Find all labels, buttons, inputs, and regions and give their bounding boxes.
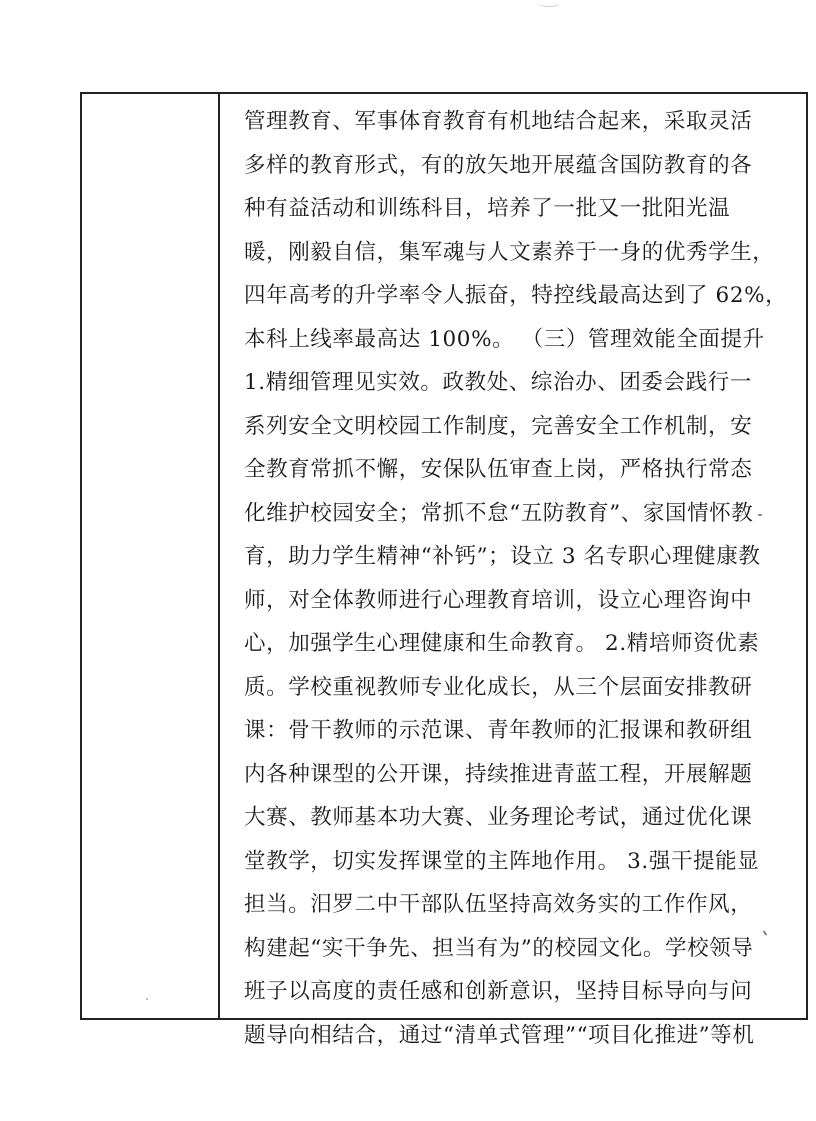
content-cell	[220, 94, 806, 1048]
scan-artifact	[538, 0, 560, 7]
text-line: 1.精细管理见实效。政教处、综治办、团委会践行一	[244, 370, 752, 395]
text-line: 管理教育、军事体育教育有机地结合起来，采取灵活	[244, 109, 753, 134]
text-line: 大赛、教师基本功大赛、业务理论考试，通过优化课	[244, 805, 753, 830]
scan-speck	[146, 998, 148, 1000]
text-line: 本科上线率最高达 100%。 （三）管理效能全面提升	[244, 326, 765, 352]
text-line: 担当。汨罗二中干部队伍坚持高效务实的工作作风，	[244, 892, 753, 917]
text-line: 种有益活动和训练科目，培养了一批又一批阳光温	[244, 196, 731, 221]
text-line: 内各种课型的公开课，持续推进青蓝工程，开展解题	[244, 761, 753, 787]
text-line: 题导向相结合，通过“清单式管理”“项目化推进”等机	[244, 1022, 755, 1048]
text-line: 构建起“实干争先、担当有为”的校园文化。学校领导	[244, 935, 754, 961]
text-line: 质。学校重视教师专业化成长，从三个层面安排教研	[244, 674, 753, 700]
scan-speck	[758, 514, 762, 516]
label-column	[82, 94, 220, 1018]
text-line: 全教育常抓不懈，安保队伍审查上岗，严格执行常态	[244, 457, 753, 482]
text-line: 多样的教育形式，有的放矢地开展蕴含国防教育的各	[244, 152, 753, 178]
text-line: 育，助力学生精神“补钙”；设立 3 名专职心理健康教	[244, 544, 761, 569]
text-line: 系列安全文明校园工作制度，完善安全工作机制，安	[244, 413, 753, 439]
text-line: 师，对全体教师进行心理教育培训，设立心理咨询中	[244, 587, 753, 613]
text-line: 暖，刚毅自信，集军魂与人文素养于一身的优秀学生，	[244, 239, 775, 265]
text-line: 堂教学，切实发挥课堂的主阵地作用。 3.强干提能显	[244, 848, 760, 874]
text-line: 心，加强学生心理健康和生命教育。 2.精培师资优素	[244, 631, 760, 656]
text-line: 班子以高度的责任感和创新意识，坚持目标导向与问	[244, 979, 753, 1004]
form-table	[80, 92, 808, 1048]
text-line: 四年高考的升学率令人振奋，特控线最高达到了 62%，	[244, 283, 788, 308]
text-line: 化维护校园安全；常抓不怠“五防教育”、家国情怀教	[244, 500, 754, 526]
text-line: 课：骨干教师的示范课、青年教师的汇报课和教研组	[244, 718, 753, 743]
